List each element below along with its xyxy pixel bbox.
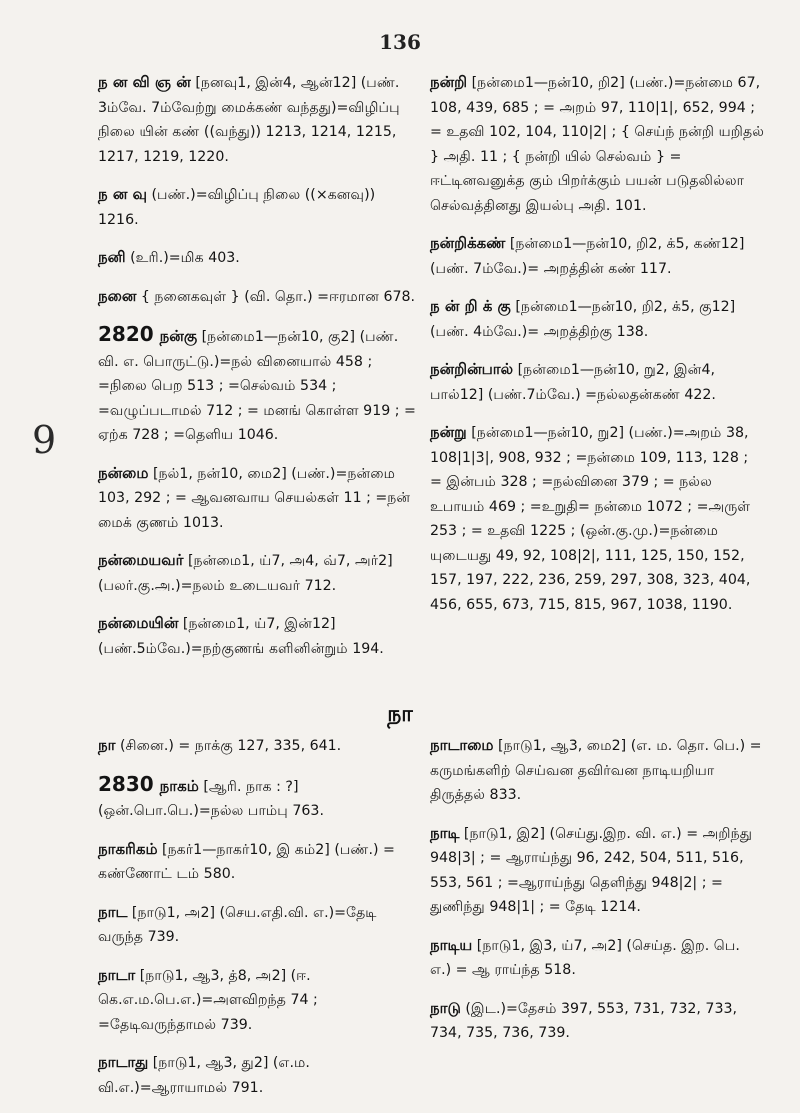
dictionary-entry xyxy=(430,231,764,281)
entry-definition: [நல்1, நன்10, மை2] (பண்.)=நன்மை 103, 292 ; = ஆவனவாய செயல்கள் 11 ; =நன் மைக் குணம் 1013. xyxy=(98,465,411,531)
entry-headword: நனை xyxy=(98,286,137,305)
dictionary-entry xyxy=(430,996,764,1046)
entry-definition: [நாடு1, இ3, ய்7, அ2] (செய்த. இற. பெ. எ.) = ஆ ராய்ந்த 518. xyxy=(430,937,740,978)
entry-headword: நாகரிகம் xyxy=(98,839,158,858)
entry-headword: நன்றி xyxy=(430,73,468,91)
column-bottom-right xyxy=(430,733,764,1059)
entry-headword: நாடு xyxy=(430,998,461,1017)
entry-headword: நன்மையின் xyxy=(98,614,179,632)
page-number: 136 xyxy=(379,30,421,54)
dictionary-entry xyxy=(430,294,764,344)
entry-definition: [நன்மை1—நன்10, றி2, க்5, கண்12] (பண். 7ம்வே.)= அறத்தின் கண் 117. xyxy=(430,236,745,277)
dictionary-entry xyxy=(98,733,420,759)
entry-headword: நனி xyxy=(98,248,126,266)
entry-headword: நன்றின்பால் xyxy=(430,360,514,378)
entry-headword: நாடாமை xyxy=(430,736,494,754)
entry-definition: [ஆரி. நாக : ?] (ஒன்.பொ.பெ.)=நல்ல பாம்பு 763. xyxy=(98,778,324,819)
entry-headword: நன்கு xyxy=(159,327,198,345)
entry-definition: [நன்மை1, ய்7, அ4, வ்7, அர்2] (பலர்.கு.அ.)=நலம் உடையவர் 712. xyxy=(98,553,393,594)
entry-definition: (பண்.)=விழிப்பு நிலை ((×கனவு)) 1216. xyxy=(98,187,376,228)
entry-headword: நா xyxy=(98,736,116,754)
dictionary-entry xyxy=(98,837,420,887)
entry-headword: நாடா xyxy=(98,965,136,984)
column-top-right xyxy=(430,70,764,630)
handwritten-margin-note: 9 xyxy=(32,418,57,462)
entry-definition: (சினை.) = நாக்கு 127, 335, 641. xyxy=(119,738,342,754)
dictionary-entry xyxy=(98,245,420,271)
column-top-left xyxy=(98,70,420,674)
entry-definition: [நன்மை1—நன்10, றி2, க்5, கு12] (பண். 4ம்வே.)= அறத்திற்கு 138. xyxy=(430,299,736,340)
dictionary-entry xyxy=(98,772,420,824)
entry-definition: [நாடு1, ஆ3, த்8, அ2] (ஈ. கெ.எ.ம.பெ.எ.)=அளவிறந்த 74 ; =தேடிவருந்தாமல் 739. xyxy=(98,967,318,1033)
dictionary-entry xyxy=(98,461,420,536)
entry-definition: [நன்மை1—நன்10, றி2] (பண்.)=நன்மை 67, 108, 439, 685 ; = அறம் 97, 110|1|, 652, 994 ; = உதவி 102, 104, 110|2| ; { செய்ந் நன்றி யறிதல் } அதி. 11 ; { நன்றி யில் செல்வம் } = ஈட்டினவனுக்த கும் பிறர்க்கும் பயன் படுதலில்லா செல்வத்தினது இயல்பு அதி. 101. xyxy=(430,75,765,214)
entry-headword: நாடாது xyxy=(98,1053,149,1071)
entry-definition: [நன்மை1—நன்10, று2, இன்4, பால்12] (பண்.7ம்வே.) =நல்லதன்கண் 422. xyxy=(430,362,716,403)
entry-headword: நன்மையவர் xyxy=(98,551,184,569)
entry-definition: [நகர்1—நாகர்10, இ கம்2] (பண்.) = கண்ணோட் டம் 580. xyxy=(98,841,395,882)
entry-headword: நன்றிக்கண் xyxy=(430,234,506,252)
dictionary-entry xyxy=(98,900,420,950)
dictionary-entry xyxy=(430,733,764,808)
dictionary-entry xyxy=(98,1050,420,1100)
dictionary-entry xyxy=(98,70,420,169)
entry-number: 2820 xyxy=(98,322,154,346)
dictionary-entry xyxy=(430,933,764,983)
entry-definition: (இட.)=தேசம் 397, 553, 731, 732, 733, 734, 735, 736, 739. xyxy=(430,1000,738,1041)
dictionary-entry xyxy=(98,611,420,661)
entry-definition: [நாடு1, ஆ3, மை2] (எ. ம. தொ. பெ.) = கருமங்களிற் செய்வன தவிர்வன நாடியறியா திருத்தல் 833. xyxy=(430,738,762,803)
entry-definition: [நனவு1, இன்4, ஆன்12] (பண். 3ம்வே. 7ம்வேற்று மைக்கண் வந்தது)=விழிப்பு நிலை யின் கண் ((வந்து)) 1213, 1214, 1215, 1217, 1219, 1220. xyxy=(98,75,400,165)
entry-headword: நாகம் xyxy=(159,776,199,795)
dictionary-entry xyxy=(98,963,420,1038)
section-heading: நா xyxy=(387,702,413,727)
dictionary-entry xyxy=(98,182,420,232)
entry-definition: [நாடு1, ஆ3, து2] (எ.ம. வி.எ.)=ஆராயாமல் 791. xyxy=(98,1055,310,1096)
entry-headword: நன்று xyxy=(430,423,467,441)
dictionary-entry xyxy=(430,420,764,617)
entry-headword: நாடிய xyxy=(430,935,473,954)
dictionary-entry xyxy=(430,357,764,407)
entry-headword: ந ன வு xyxy=(98,185,147,203)
entry-number: 2830 xyxy=(98,771,154,796)
entry-definition: [நன்மை1, ய்7, இன்12] (பண்.5ம்வே.)=நற்குணங் களினின்றும் 194. xyxy=(98,616,384,657)
entry-definition: [நன்மை1—நன்10, கு2] (பண். வி. எ. பொருட்டு.)=நல் வினையால் 458 ; =நிலை பெற 513 ; =செல்வம் 534 ; =வழுப்படாமல் 712 ; = மனங் கொள்ள 919 ; = ஏற்க 728 ; =தெளிய 1046. xyxy=(98,329,416,443)
entry-headword: ந ன வி ஞ ன் xyxy=(98,73,191,91)
entry-definition: [நாடு1, இ2] (செய்து.இற. வி. எ.) = அறிந்து 948|3| ; = ஆராய்ந்து 96, 242, 504, 511, 516, 553, 561 ; =ஆராய்ந்து தெளிந்து 948|2| ; = துணிந்து 948|1| ; = தேடி 1214. xyxy=(430,825,753,915)
entry-definition: { நனைகவுள் } (வி. தொ.) =ஈரமான 678. xyxy=(140,288,416,305)
entry-headword: நாடி xyxy=(430,823,460,842)
entry-headword: ந ன் றி க் கு xyxy=(430,297,511,315)
entry-headword: நாட xyxy=(98,902,128,921)
dictionary-entry xyxy=(98,284,420,310)
dictionary-entry xyxy=(430,821,764,920)
dictionary-entry xyxy=(430,70,764,218)
entry-headword: நன்மை xyxy=(98,463,149,482)
entry-definition: (உரி.)=மிக 403. xyxy=(130,250,240,266)
column-bottom-left xyxy=(98,733,420,1113)
entry-definition: [நாடு1, அ2] (செய.எதி.வி. எ.)=தேடி வருந்த 739. xyxy=(98,904,377,945)
entry-definition: [நன்மை1—நன்10, று2] (பண்.)=அறம் 38, 108|1|3|, 908, 932 ; =நன்மை 109, 113, 128 ; = இன்பம் 328 ; =நல்வினை 379 ; = நல்ல உபாயம் 469 ; =உறுதி= நன்மை 1072 ; =அருள் 253 ; = உதவி 1225 ; (ஒன்.கு.மு.)=நன்மை யுடையது 49, 92, 108|2|, 111, 125, 150, 152, 157, 197, 222, 236, 259, 297, 308, 323, 404, 456, 655, 673, 715, 815, 967, 1038, 1190. xyxy=(430,425,751,613)
dictionary-entry xyxy=(98,322,420,448)
dictionary-entry xyxy=(98,548,420,598)
